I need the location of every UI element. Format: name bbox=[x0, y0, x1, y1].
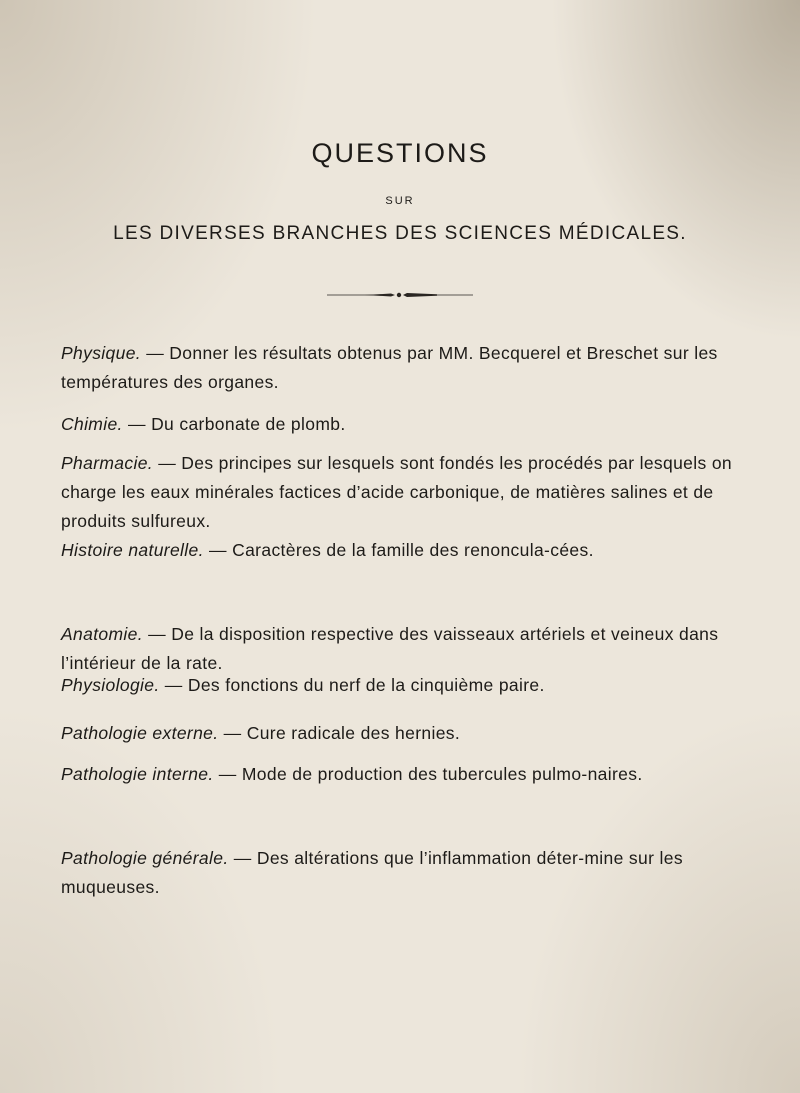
question-subject: Physique. bbox=[61, 343, 142, 363]
question-separator: — bbox=[228, 848, 257, 868]
question-subject: Pathologie interne. bbox=[61, 764, 214, 784]
question-chimie bbox=[61, 410, 739, 439]
question-pharmacie bbox=[61, 449, 739, 536]
question-text: Donner les résultats obtenus par MM. Becquerel et Breschet sur les températures des organes. bbox=[61, 343, 718, 392]
question-pathologie-externe bbox=[61, 719, 739, 748]
question-text: Cure radicale des hernies. bbox=[246, 723, 461, 743]
question-text: Des principes sur lesquels sont fondés les procédés par lesquels on charge les eaux minérales factices d’acide carbonique, de matières salines et de produits sulfureux. bbox=[61, 453, 732, 531]
question-subject: Physiologie. bbox=[61, 675, 160, 695]
question-pathologie-generale bbox=[61, 844, 739, 902]
question-subject: Pharmacie. bbox=[61, 453, 154, 473]
question-separator: — bbox=[142, 624, 172, 644]
question-subject: Pathologie générale. bbox=[61, 848, 229, 868]
decorative-rule-icon bbox=[325, 289, 475, 301]
question-separator: — bbox=[122, 414, 152, 434]
question-histoire-naturelle bbox=[61, 536, 739, 565]
question-separator: — bbox=[213, 764, 242, 784]
question-text: Mode de production des tubercules pulmo-naires. bbox=[241, 764, 643, 784]
question-subject: Histoire naturelle. bbox=[61, 540, 204, 560]
page-subtitle: LES DIVERSES BRANCHES DES SCIENCES MÉDICALES. bbox=[113, 223, 687, 244]
question-subject: Chimie. bbox=[61, 414, 123, 434]
question-separator: — bbox=[218, 723, 247, 743]
question-text: De la disposition respective des vaisseaux artériels et veineux dans l’intérieur de la rate. bbox=[61, 624, 719, 673]
question-anatomie bbox=[61, 620, 739, 678]
question-separator: — bbox=[203, 540, 233, 560]
question-separator: — bbox=[141, 343, 170, 363]
question-pathologie-interne bbox=[61, 760, 739, 789]
title-connector: SUR bbox=[385, 195, 415, 207]
question-separator: — bbox=[159, 675, 188, 695]
question-subject: Anatomie. bbox=[61, 624, 143, 644]
question-separator: — bbox=[153, 453, 182, 473]
question-text: Des altérations que l’inflammation déter-mine sur les muqueuses. bbox=[61, 848, 683, 897]
question-text: Des fonctions du nerf de la cinquième paire. bbox=[187, 675, 545, 695]
question-physiologie bbox=[61, 671, 739, 700]
question-text: Du carbonate de plomb. bbox=[151, 414, 346, 434]
question-text: Caractères de la famille des renoncula-cées. bbox=[232, 540, 594, 560]
question-physique bbox=[61, 339, 739, 397]
question-subject: Pathologie externe. bbox=[61, 723, 219, 743]
page-title: QUESTIONS bbox=[311, 138, 489, 168]
